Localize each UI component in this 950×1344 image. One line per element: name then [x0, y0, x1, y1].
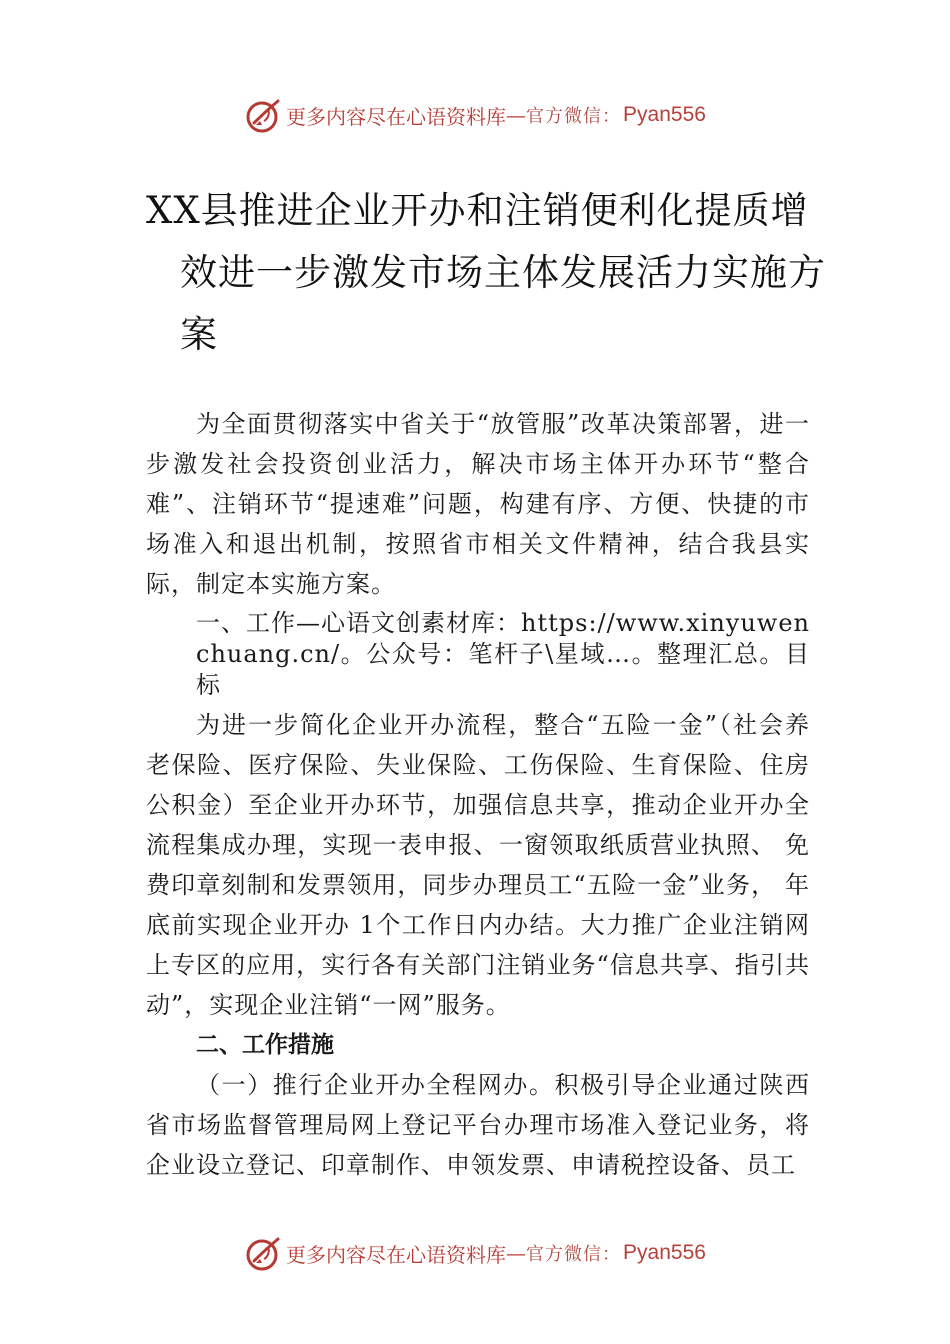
banner-wechat-label: 官方微信： [526, 1244, 622, 1265]
banner-wechat-label: 官方微信： [526, 106, 622, 127]
title-line-1: XX县推进企业开办和注销便利化提质增 [146, 189, 809, 232]
intro-paragraph: 为全面贯彻落实中省关于“放管服”改革决策部署，进一步激发社会投资创业活力，解决市场主体开办环节“整合难”、注销环节“提速难”问题，构建有序、方便、快捷的市场准入和退出机制，按照省市相关文件精神，结合我县实际，制定本实施方案。 [146, 410, 810, 598]
banner-wechat-id: Pyan556 [623, 1241, 706, 1264]
banner-text: 更多内容尽在心语资料库 [286, 104, 507, 129]
section-heading-2: 二、工作措施 [196, 1032, 334, 1058]
banner-text: 更多内容尽在心语资料库 [286, 1242, 507, 1267]
measure-paragraph: （一）推行企业开办全程网办。积极引导企业通过陕西省市场监督管理局网上登记平台办理市场准入登记业务，将企业设立登记、印章制作、申领发票、申请税控设备、员工 [146, 1071, 810, 1179]
goal-paragraph: 为进一步简化企业开办流程，整合“五险一金”（社会养老保险、医疗保险、失业保险、工伤保险、生育保险、住房公积金）至企业开办环节，加强信息共享，推动企业开办全流程集成办理，实现一表申报、一窗领取纸质营业执照、 免费印章刻制和发票领用，同步办理员工“五险一金”业务， 年底前实现企业开办 1个工作日内办结。大力推广企业注销网上专区的应用，实行各有关部门注销业务“信息共享、指引共动”，实现企业注销“一网”服务。 [146, 711, 810, 1019]
section-heading-1: 一、工作—心语文创素材库：https://www.xinyuwenchuang.cn/。公众号：笔杆子\星域…。整理汇总。目标 [196, 609, 810, 699]
footer-banner [0, 1231, 950, 1275]
banner-wechat-id: Pyan556 [623, 103, 706, 126]
brush-logo-icon [244, 95, 284, 135]
banner-dash: — [506, 1241, 527, 1265]
document-title [146, 180, 826, 366]
brush-logo-icon [244, 1233, 284, 1273]
title-line-3: 案 [180, 313, 218, 356]
title-line-2: 效进一步激发市场主体发展活力实施方 [180, 251, 826, 294]
header-banner [0, 93, 950, 137]
banner-dash: — [506, 103, 527, 127]
document-body [146, 404, 810, 1185]
